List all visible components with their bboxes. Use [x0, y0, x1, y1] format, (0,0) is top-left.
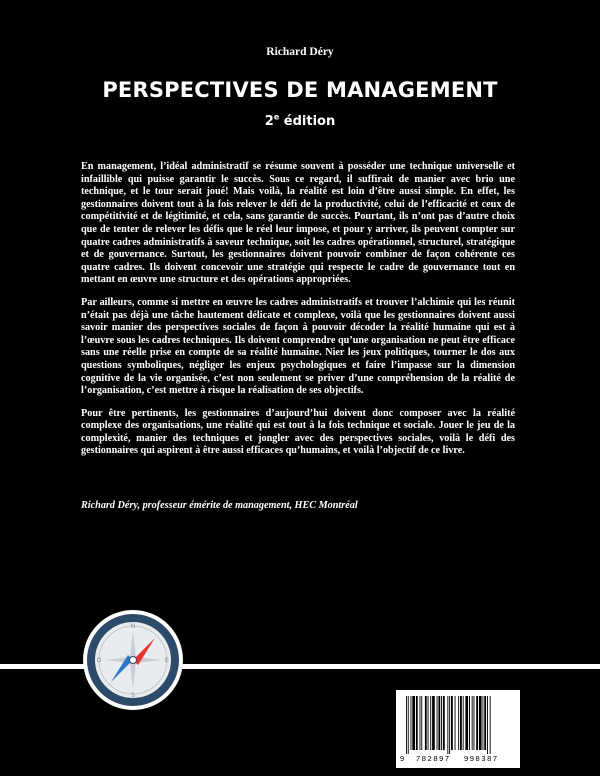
compass-label-north: N	[130, 624, 136, 630]
compass-label-west: O	[96, 658, 102, 664]
edition-number: 2	[264, 114, 274, 129]
barcode-bar	[490, 696, 491, 754]
barcode-bar	[428, 696, 429, 750]
barcode-digit-first: 9	[400, 754, 405, 763]
barcode-bar	[408, 696, 409, 754]
barcode-bar	[476, 696, 478, 750]
barcode-bar	[458, 696, 459, 750]
isbn-barcode	[396, 690, 520, 768]
author-name: Richard Déry	[266, 46, 334, 58]
barcode-bar	[455, 696, 456, 750]
barcode-bar	[425, 696, 427, 750]
book-title: PERSPECTIVES DE MANAGEMENT	[102, 78, 498, 102]
summary-paragraph-1: En management, l’idéal administratif se résume souvent à posséder une technique universelle et infaillible qui puisse garantir le succès. Sous ce regard, il suffirait de manier avec brio une technique, et le tour serait joué! Mais voilà, la réalité est loin d’être aussi simple. En effet, les gestionnaires doivent tout à la fois relever le défi de la productivité, celui de l’efficacité et ceux de compétitivité et de légitimité, et cela, sans garantie de succès. Pourtant, ils n’ont pas d’autre choix que de tenter de relever les défis que le réel leur impose, et pour y arriver, ils peuvent compter sur quatre cadres administratifs à saveur technique, soit les cadres opérationnel, structurel, stratégique et de gouvernance. Surtout, les gestionnaires doivent pouvoir combiner de façon cohérente ces quatre cadres. Ils doivent concevoir une stratégie qui respecte le cadre de gouvernance tout en mettant en œuvre une structure et des opérations appropriées.	[81, 161, 515, 286]
barcode-bar	[451, 696, 453, 750]
summary-paragraph-2: Par ailleurs, comme si mettre en œuvre les cadres administratifs et trouver l’alchimie qui les réunit n’était pas déjà une tâche hautement délicate et complexe, voilà que les gestionnaires doivent aussi savoir manier des perspectives sociales de façon à pouvoir décoder la réalité humaine qui est à l’œuvre sous les cadres techniques. Ils doivent comprendre qu’une organisation ne peut être efficace sans une réelle prise en compte de sa réalité humaine. Nier les jeux politiques, tourner le dos aux questions symboliques, négliger les enjeux psychologiques et faire l’impasse sur la dimension cognitive de la vie organisée, c’est non seulement se priver d’une compréhension de la réalité de l’organisation, c’est mettre à risque la réalisation de ses objectifs.	[81, 296, 515, 397]
barcode-bar	[463, 696, 464, 750]
barcode-bar	[420, 696, 421, 750]
edition-suffix: e	[273, 112, 280, 122]
barcode-bar	[437, 696, 438, 750]
barcode-bar	[460, 696, 462, 750]
barcode-digit-group-2: 998387	[464, 754, 499, 763]
compass-icon	[82, 609, 184, 711]
barcode-bar	[412, 696, 415, 750]
barcode-icon	[404, 696, 512, 754]
barcode-bar	[421, 696, 422, 750]
back-cover-summary	[81, 161, 515, 468]
barcode-bar	[447, 696, 448, 754]
barcode-bar	[416, 696, 418, 750]
compass-label-east: E	[164, 658, 170, 664]
barcode-bar	[406, 696, 407, 754]
compass-label-south: S	[130, 693, 136, 699]
barcode-bar	[411, 696, 412, 750]
barcode-bar	[438, 696, 440, 750]
author-signature: Richard Déry, professeur émérite de management, HEC Montréal	[81, 500, 358, 511]
barcode-bar	[432, 696, 435, 750]
barcode-bar	[443, 696, 445, 750]
barcode-bar	[469, 696, 470, 750]
barcode-digit-group-1: 782897	[416, 754, 451, 763]
edition-label	[0, 114, 600, 129]
barcode-bar	[479, 696, 482, 750]
barcode-bar	[430, 696, 431, 750]
barcode-bar	[472, 696, 473, 750]
edition-word: édition	[283, 114, 336, 129]
barcode-bar	[483, 696, 484, 750]
barcode-bar	[449, 696, 450, 754]
barcode-bar	[474, 696, 475, 750]
barcode-bar	[487, 696, 488, 754]
barcode-bar	[441, 696, 442, 750]
barcode-bar	[465, 696, 468, 750]
barcode-bar	[484, 696, 486, 750]
summary-paragraph-3: Pour être pertinents, les gestionnaires d’aujourd’hui doivent donc composer avec la réalité complexe des organisations, une réalité qui est tout à la fois technique et sociale. Jouer le jeu de la complexité, manier des techniques et jongler avec des perspectives sociales, voilà le défi des gestionnaires qui aspirent à être aussi efficaces qu’humains, et voilà l’objectif de ce livre.	[81, 407, 515, 457]
